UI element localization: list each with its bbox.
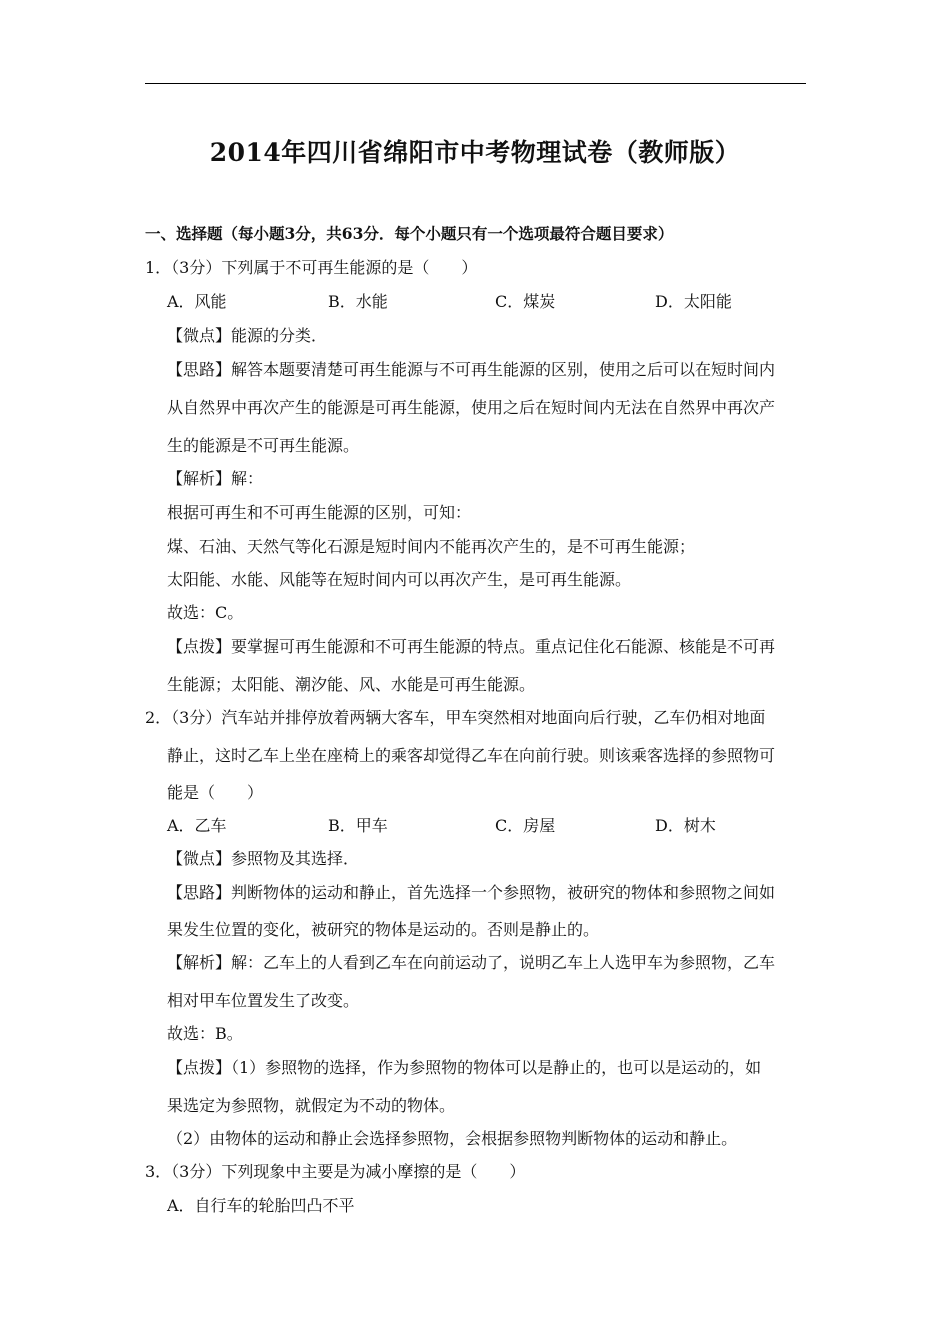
section-heading: 一、选择题（每小题3分，共63分．每个小题只有一个选项最符合题目要求） [145, 224, 674, 243]
q1-dianbo-line: 生能源；太阳能、潮汐能、风、水能是可再生能源。 [167, 675, 536, 694]
q2-answer: 故选：B。 [167, 1024, 243, 1043]
page-title: 2014年四川省绵阳市中考物理试卷（教师版） [209, 138, 741, 167]
q2-option-a: A．乙车 [167, 816, 227, 835]
q3-option-a: A．自行车的轮胎凹凸不平 [167, 1196, 355, 1215]
q2-option-d: D．树木 [655, 816, 716, 835]
q1-jiexi-line: 煤、石油、天然气等化石源是短时间内不能再次产生的，是不可再生能源； [167, 537, 696, 556]
q1-silu-line: 生的能源是不可再生能源。 [167, 436, 360, 455]
question-2-stem: 2．（3分）汽车站并排停放着两辆大客车，甲车突然相对地面向后行驶，乙车仍相对地面 [145, 708, 766, 727]
q2-silu-line: 果发生位置的变化，被研究的物体是运动的。否则是静止的。 [167, 920, 600, 939]
header-rule [145, 83, 806, 84]
q1-silu-line: 【思路】解答本题要清楚可再生能源与不可再生能源的区别，使用之后可以在短时间内 [167, 360, 776, 379]
q2-dianbo-line: 【点拨】（1）参照物的选择，作为参照物的物体可以是静止的，也可以是运动的，如 [167, 1058, 762, 1077]
q2-option-c: C．房屋 [495, 816, 556, 835]
q1-option-a: A．风能 [167, 292, 227, 311]
q1-silu-line: 从自然界中再次产生的能源是可再生能源，使用之后在短时间内无法在自然界中再次产 [167, 398, 776, 417]
q2-dianbo-line: （2）由物体的运动和静止会选择参照物，会根据参照物判断物体的运动和静止。 [167, 1129, 738, 1148]
q2-weidian: 【微点】参照物及其选择． [167, 849, 360, 868]
q2-silu-line: 【思路】判断物体的运动和静止，首先选择一个参照物，被研究的物体和参照物之间如 [167, 883, 776, 902]
q1-jiexi-line: 太阳能、水能、风能等在短时间内可以再次产生，是可再生能源。 [167, 570, 632, 589]
q2-option-b: B．甲车 [328, 816, 388, 835]
question-2-stem: 能是（ ） [167, 783, 264, 802]
question-1-stem: 1．（3分）下列属于不可再生能源的是（ ） [145, 258, 478, 277]
q1-option-d: D．太阳能 [655, 292, 732, 311]
q1-option-c: C．煤炭 [495, 292, 556, 311]
question-2-stem: 静止，这时乙车上坐在座椅上的乘客却觉得乙车在向前行驶。则该乘客选择的参照物可 [167, 746, 776, 765]
q2-jiexi-line: 【解析】解：乙车上的人看到乙车在向前运动了，说明乙车上人选甲车为参照物，乙车 [167, 953, 776, 972]
q1-option-b: B．水能 [328, 292, 388, 311]
q1-dianbo-line: 【点拨】要掌握可再生能源和不可再生能源的特点。重点记住化石能源、核能是不可再 [167, 637, 776, 656]
q1-jiexi-line: 【解析】解： [167, 469, 264, 488]
q2-dianbo-line: 果选定为参照物，就假定为不动的物体。 [167, 1096, 456, 1115]
q1-answer: 故选：C。 [167, 603, 244, 622]
question-3-stem: 3．（3分）下列现象中主要是为减小摩擦的是（ ） [145, 1162, 526, 1181]
q1-jiexi-line: 根据可再生和不可再生能源的区别，可知： [167, 503, 472, 522]
q1-weidian: 【微点】能源的分类． [167, 326, 328, 345]
q2-jiexi-line: 相对甲车位置发生了改变。 [167, 991, 360, 1010]
